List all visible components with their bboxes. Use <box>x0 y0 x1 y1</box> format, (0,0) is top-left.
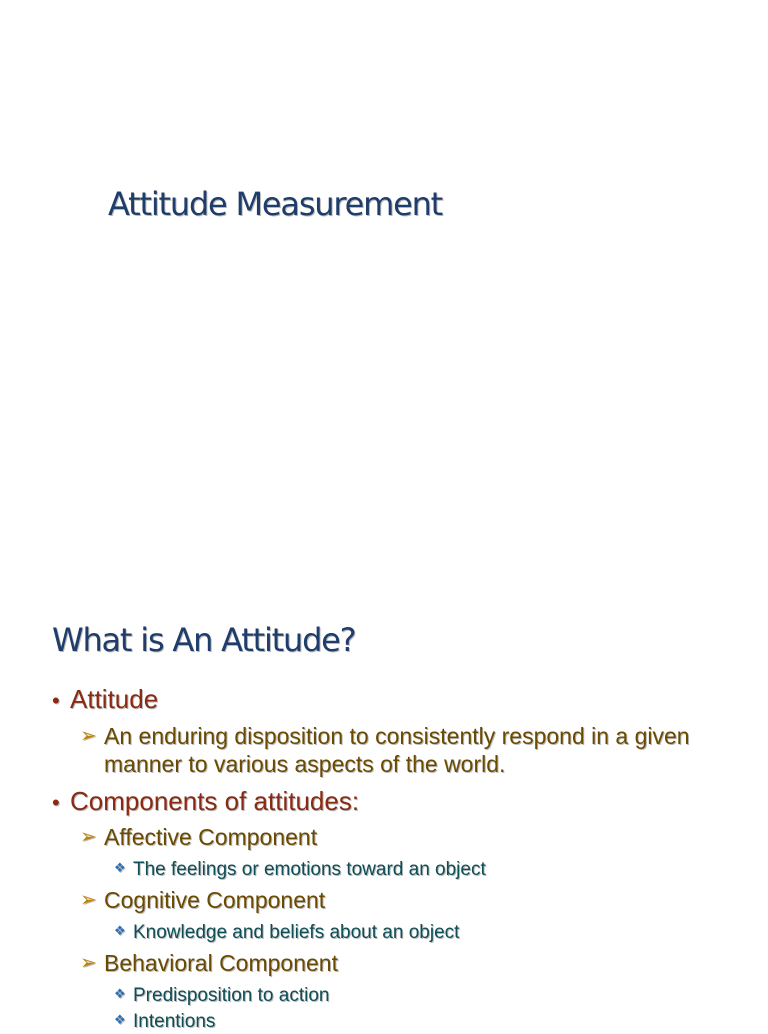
diamond-bullet-icon: ❖ <box>114 860 126 875</box>
diamond-bullet-icon: ❖ <box>114 986 126 1001</box>
bullet-item-attitude <box>52 684 158 716</box>
diamond-bullet-icon: ❖ <box>114 923 126 938</box>
sub-item-behavioral <box>80 949 704 977</box>
arrow-bullet-icon: ➢ <box>80 826 97 848</box>
sub-item-affective <box>80 823 704 851</box>
sub-item-text: Behavioral Component <box>104 950 338 976</box>
bullet-text: Attitude <box>70 684 159 714</box>
detail-item-text: Intentions <box>133 1011 216 1032</box>
detail-item-feelings <box>114 856 486 882</box>
sub-item-text: Cognitive Component <box>104 887 326 913</box>
detail-item-predisposition <box>114 982 329 1008</box>
arrow-bullet-icon: ➢ <box>80 952 97 974</box>
detail-item-intentions <box>114 1008 215 1034</box>
sub-item-text: An enduring disposition to consistently respond in a given manner to various aspects of the world. <box>104 723 690 777</box>
bullet-dot-icon: • <box>52 790 60 815</box>
detail-item-text: The feelings or emotions toward an object <box>133 859 486 880</box>
sub-item-definition <box>80 722 704 778</box>
sub-item-text: Affective Component <box>104 824 318 850</box>
slide-1-title: Attitude Measurement <box>108 185 443 223</box>
detail-item-knowledge <box>114 919 459 945</box>
bullet-item-components <box>52 786 359 818</box>
bullet-dot-icon: • <box>52 688 60 713</box>
diamond-bullet-icon: ❖ <box>114 1012 126 1027</box>
sub-item-cognitive <box>80 886 704 914</box>
arrow-bullet-icon: ➢ <box>80 725 97 747</box>
detail-item-text: Predisposition to action <box>133 985 330 1006</box>
slide-2-title: What is An Attitude? <box>52 621 356 659</box>
arrow-bullet-icon: ➢ <box>80 889 97 911</box>
bullet-text: Components of attitudes: <box>70 786 360 816</box>
detail-item-text: Knowledge and beliefs about an object <box>133 922 460 943</box>
